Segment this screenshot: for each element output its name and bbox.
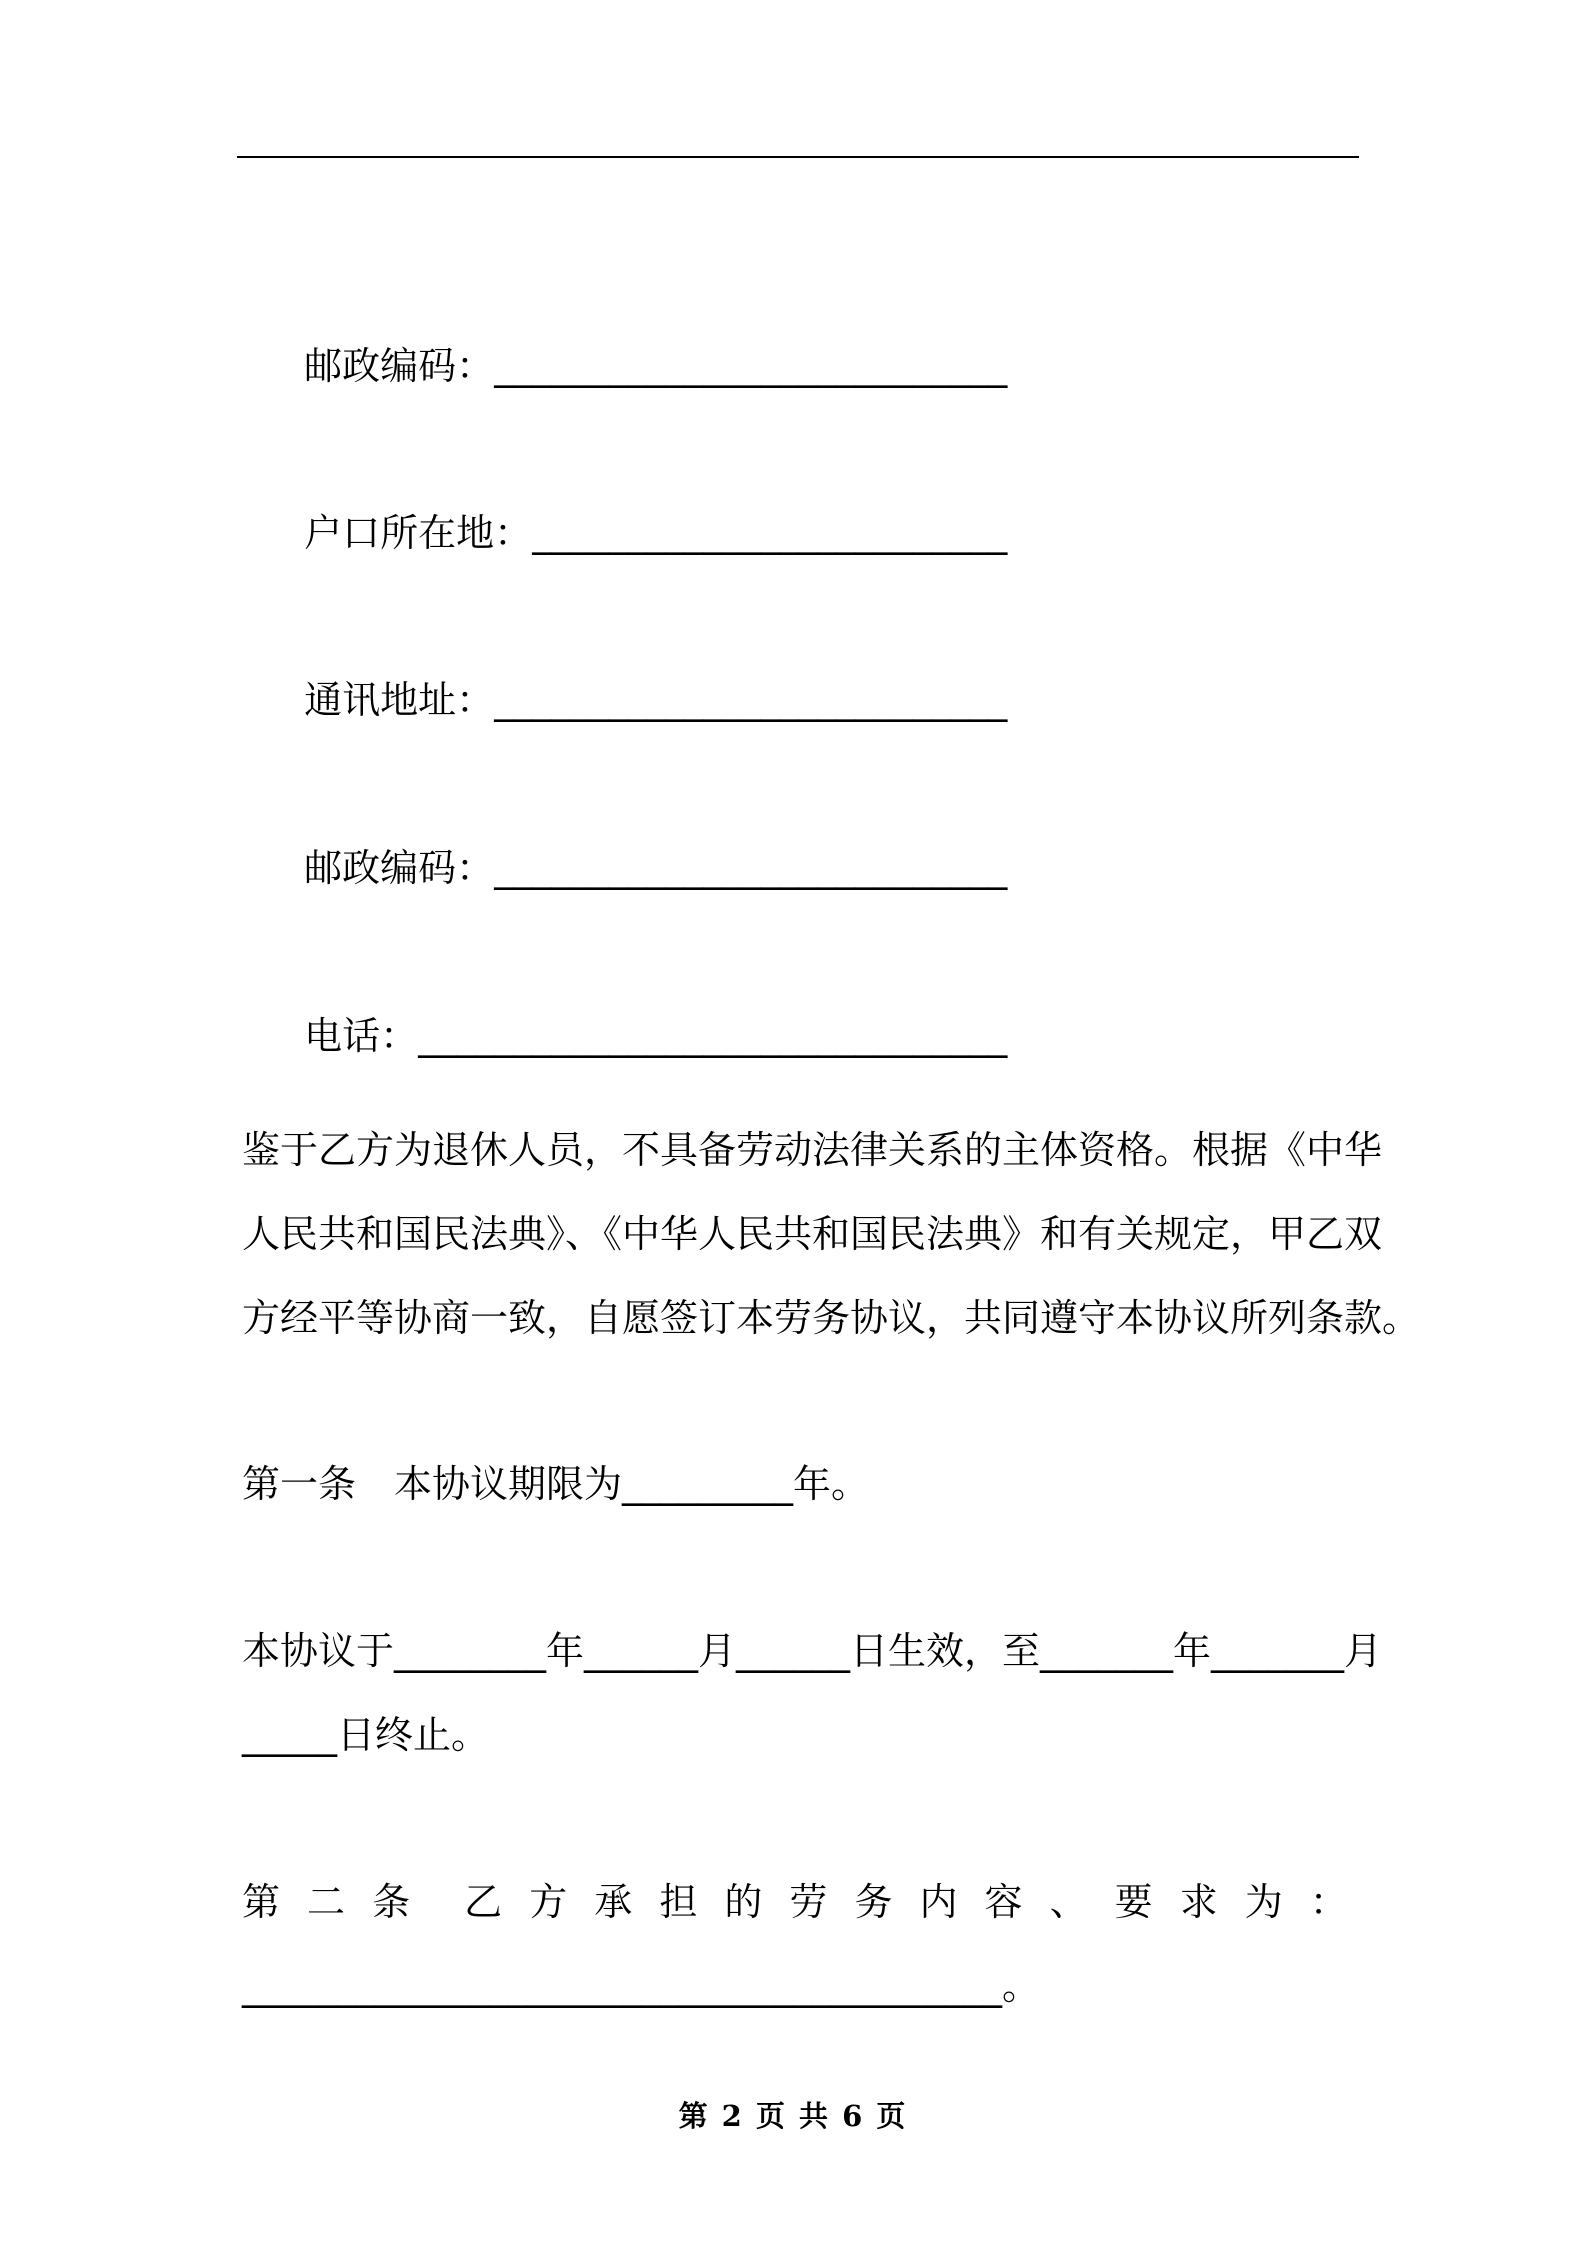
- field-blank[interactable]: _______________________________: [418, 1014, 1008, 1058]
- article-2-char: 为: [1244, 1880, 1283, 1924]
- field-blank[interactable]: ___________________________: [494, 846, 1008, 890]
- term-line-2: _____日终止。: [242, 1713, 490, 1757]
- field-household-registration: [280, 461, 1007, 557]
- field-label: 邮政编码：: [304, 344, 495, 388]
- article-2-char: 、: [1049, 1880, 1088, 1924]
- article-1: 第一条 本协议期限为_________年。: [242, 1462, 870, 1506]
- article-2-char: 方: [529, 1880, 568, 1924]
- article-2-char: 劳: [789, 1880, 828, 1924]
- field-blank[interactable]: ___________________________: [494, 344, 1008, 388]
- article-2-char: 内: [919, 1880, 958, 1924]
- field-label: 电话：: [304, 1014, 419, 1058]
- article-2-char: 求: [1179, 1880, 1218, 1924]
- article-2-blank[interactable]: ________________________________________。: [242, 1964, 1041, 2008]
- preamble-line-1: 鉴于乙方为退休人员，不具备劳动法律关系的主体资格。根据《中华: [242, 1128, 1383, 1172]
- field-telephone: [280, 964, 1007, 1060]
- article-2-char: 容: [984, 1880, 1023, 1924]
- article-2-char: 担: [659, 1880, 698, 1924]
- article-2-char: 承: [594, 1880, 633, 1924]
- field-blank[interactable]: ___________________________: [494, 678, 1008, 722]
- field-blank[interactable]: _________________________: [532, 511, 1008, 555]
- preamble-line-3: 方经平等协商一致，自愿签订本劳务协议，共同遵守本协议所列条款。: [242, 1296, 1421, 1340]
- article-2-char: 要: [1114, 1880, 1153, 1924]
- article-2-char: 二: [307, 1880, 346, 1924]
- article-2-char: 的: [724, 1880, 763, 1924]
- preamble-line-2: 人民共和国民法典》、《中华人民共和国民法典》和有关规定，甲乙双: [242, 1212, 1383, 1256]
- article-2-heading: [242, 1878, 1348, 1926]
- field-label: 邮政编码：: [304, 846, 495, 890]
- field-postal-code-1: [280, 294, 1007, 390]
- page-number: 第 2 页 共 6 页: [678, 2099, 908, 2133]
- field-label: 户口所在地：: [304, 511, 533, 555]
- article-2-char: ：: [1309, 1880, 1348, 1924]
- article-2-char: 乙: [464, 1880, 503, 1924]
- header-rule: [237, 156, 1359, 158]
- field-label: 通讯地址：: [304, 678, 495, 722]
- field-mailing-address: [280, 628, 1007, 724]
- term-line-1: 本协议于________年______月______日生效，至_______年_______月: [242, 1629, 1383, 1673]
- article-2-char: 第: [242, 1880, 281, 1924]
- article-2-char: 条: [372, 1880, 411, 1924]
- article-2-char: 务: [854, 1880, 893, 1924]
- field-postal-code-2: [280, 796, 1007, 892]
